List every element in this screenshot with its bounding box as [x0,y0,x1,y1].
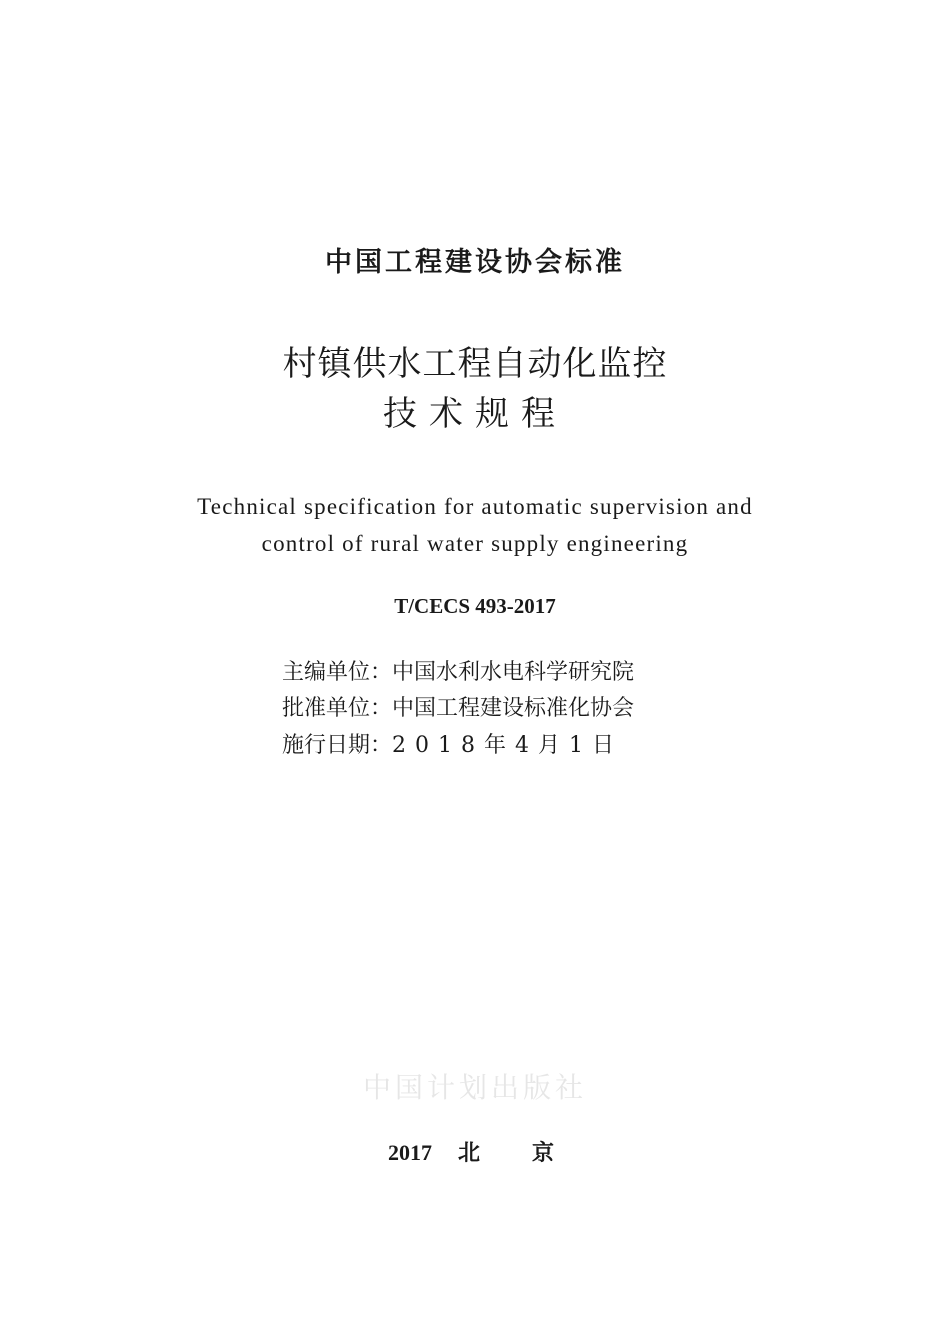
title-cn-line-2: 技术规程 [383,394,567,434]
effective-date-value: 2018年4月1日 [392,733,623,758]
title-en-line-2: control of rural water supply engineering [261,531,689,556]
footer-year: 2017 [388,1140,432,1165]
effective-date-label: 施行日期： [282,733,393,758]
issuer-heading: 中国工程建设协会标准 [325,247,625,278]
footer-city-char-1: 北 [458,1140,481,1165]
title-cn-line-1: 村镇供水工程自动化监控 [282,344,668,384]
effective-date-line [282,728,623,759]
footer-city-char-2: 京 [532,1140,555,1165]
title-en-line-1: Technical specification for automatic supervision and [197,494,753,519]
chief-editor-line: 主编单位：中国水利水电科学研究院 [282,660,635,685]
footer-imprint [388,1136,554,1167]
publisher-watermark: 中国计划出版社 [362,1071,587,1104]
approver-line: 批准单位：中国工程建设标准化协会 [282,696,635,721]
standard-code: T/CECS 493-2017 [394,594,556,618]
